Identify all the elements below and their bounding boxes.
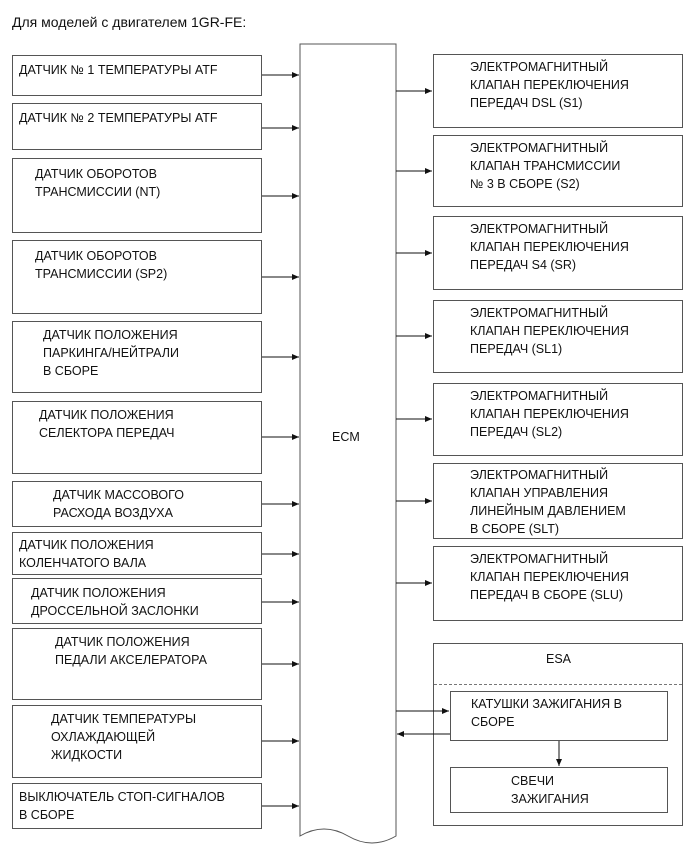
output-label: ЭЛЕКТРОМАГНИТНЫЙ КЛАПАН ПЕРЕКЛЮЧЕНИЯ ПЕРЕДАЧ В СБОРЕ (SLU) (470, 552, 629, 602)
input-label: ВЫКЛЮЧАТЕЛЬ СТОП-СИГНАЛОВ В СБОРЕ (19, 790, 225, 822)
input-label: ДАТЧИК ПОЛОЖЕНИЯ ДРОССЕЛЬНОЙ ЗАСЛОНКИ (31, 586, 199, 618)
esa-label: ESA (546, 652, 572, 666)
input-label: ДАТЧИК ОБОРОТОВ ТРАНСМИССИИ (SP2) (35, 249, 168, 281)
input-label: ДАТЧИК № 1 ТЕМПЕРАТУРЫ ATF (19, 63, 218, 77)
input-label: ДАТЧИК ПОЛОЖЕНИЯ ПЕДАЛИ АКСЕЛЕРАТОРА (55, 635, 207, 667)
page-title: Для моделей с двигателем 1GR-FE: (12, 14, 247, 30)
output-label: ЭЛЕКТРОМАГНИТНЫЙ КЛАПАН ПЕРЕКЛЮЧЕНИЯ ПЕРЕДАЧ (SL1) (470, 306, 629, 356)
input-label: ДАТЧИК ПОЛОЖЕНИЯ СЕЛЕКТОРА ПЕРЕДАЧ (39, 408, 175, 440)
ecm-label: ECM (332, 430, 360, 444)
output-label: ЭЛЕКТРОМАГНИТНЫЙ КЛАПАН ПЕРЕКЛЮЧЕНИЯ ПЕРЕДАЧ S4 (SR) (470, 222, 629, 272)
spark-plugs-label: СВЕЧИ ЗАЖИГАНИЯ (511, 774, 589, 806)
output-label: ЭЛЕКТРОМАГНИТНЫЙ КЛАПАН ТРАНСМИССИИ № 3 В СБОРЕ (S2) (470, 141, 621, 191)
ignition-coils-label: КАТУШКИ ЗАЖИГАНИЯ В СБОРЕ (471, 697, 622, 729)
input-label: ДАТЧИК ТЕМПЕРАТУРЫ ОХЛАЖДАЮЩЕЙ ЖИДКОСТИ (51, 712, 197, 762)
output-label: ЭЛЕКТРОМАГНИТНЫЙ КЛАПАН УПРАВЛЕНИЯ ЛИНЕЙНЫМ ДАВЛЕНИЕМ В СБОРЕ (SLT) (470, 468, 626, 536)
output-label: ЭЛЕКТРОМАГНИТНЫЙ КЛАПАН ПЕРЕКЛЮЧЕНИЯ ПЕРЕДАЧ DSL (S1) (470, 60, 629, 110)
input-label: ДАТЧИК ОБОРОТОВ ТРАНСМИССИИ (NT) (35, 167, 161, 199)
input-label: ДАТЧИК МАССОВОГО РАСХОДА ВОЗДУХА (53, 488, 184, 520)
input-label: ДАТЧИК ПОЛОЖЕНИЯ КОЛЕНЧАТОГО ВАЛА (19, 538, 154, 570)
input-label: ДАТЧИК № 2 ТЕМПЕРАТУРЫ ATF (19, 111, 218, 125)
output-label: ЭЛЕКТРОМАГНИТНЫЙ КЛАПАН ПЕРЕКЛЮЧЕНИЯ ПЕРЕДАЧ (SL2) (470, 389, 629, 439)
input-label: ДАТЧИК ПОЛОЖЕНИЯ ПАРКИНГА/НЕЙТРАЛИ В СБОРЕ (43, 328, 179, 378)
